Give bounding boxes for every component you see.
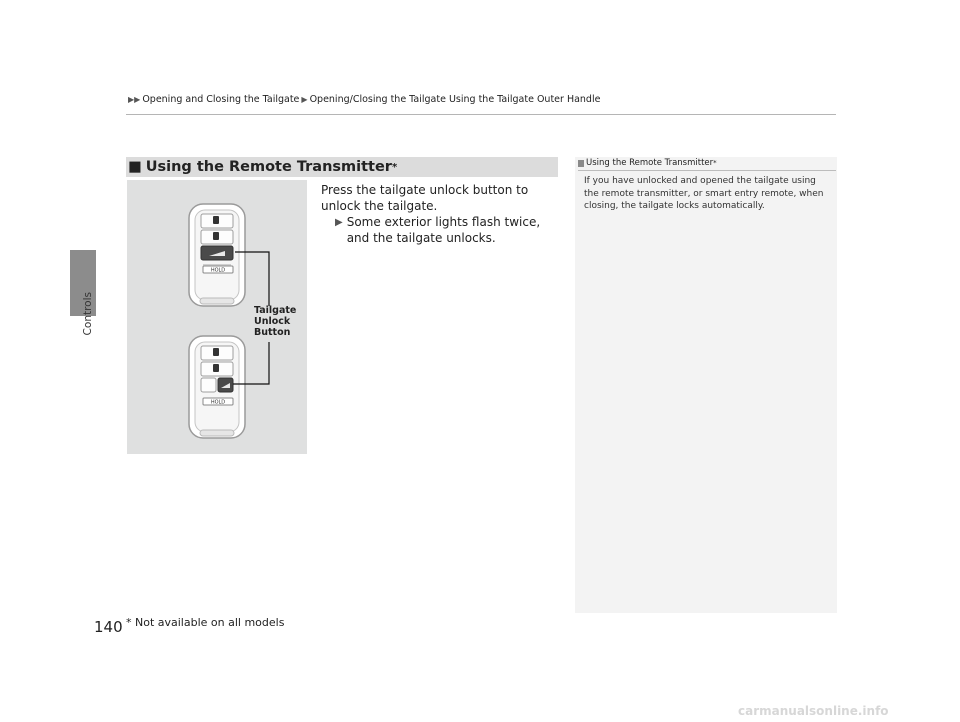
hold-label-bottom: HOLD: [210, 399, 226, 406]
smart-key-fob-4-button: [189, 336, 245, 438]
header-divider: [126, 114, 836, 115]
smart-key-fob-3-button: [189, 204, 245, 306]
callout-label: [254, 305, 300, 338]
body-text: [321, 182, 559, 246]
note-panel: [575, 157, 837, 613]
note-divider: [578, 170, 836, 171]
breadcrumb-arrow-icon: ▶: [301, 95, 308, 104]
section-asterisk: *: [391, 161, 398, 173]
callout-line-2: Unlock: [254, 316, 291, 327]
section-square-icon: ■: [128, 159, 142, 175]
watermark: carmanualsonline.info: [738, 704, 889, 718]
note-text: If you have unlocked and opened the tailgate using the remote transmitter, or smart entry remote, when closing, the tailgate locks automatically.: [584, 176, 824, 211]
breadcrumb-item-tailgate: Opening and Closing the Tailgate: [142, 94, 300, 105]
footnote: * Not available on all models: [126, 616, 285, 629]
note-asterisk: *: [713, 159, 717, 167]
breadcrumb-arrow-icon: ▶▶: [128, 95, 141, 104]
remote-transmitter-figure: [127, 180, 307, 454]
page-number: 140: [94, 618, 123, 636]
instruction-paragraph: Press the tailgate unlock button to unlock the tailgate.: [321, 183, 529, 213]
remote-transmitter-illustration: [127, 180, 307, 454]
hold-label-top: HOLD: [210, 267, 226, 274]
breadcrumb-item-outer-handle: Opening/Closing the Tailgate Using the Tailgate Outer Handle: [309, 94, 601, 105]
note-title-text: Using the Remote Transmitter: [586, 158, 714, 168]
section-heading: [126, 157, 558, 177]
breadcrumb: [126, 94, 600, 105]
result-bullet-text: Some exterior lights flash twice, and the tailgate unlocks.: [346, 215, 541, 245]
chapter-label: Controls: [82, 292, 94, 336]
reference-icon: [578, 160, 584, 167]
callout-line-1: Tailgate: [254, 305, 297, 316]
arrow-icon: ▶: [335, 217, 343, 228]
result-bullet: [335, 214, 559, 246]
callout-line-3: Button: [254, 327, 291, 338]
section-title: Using the Remote Transmitter: [145, 159, 392, 175]
note-title: [578, 158, 717, 168]
